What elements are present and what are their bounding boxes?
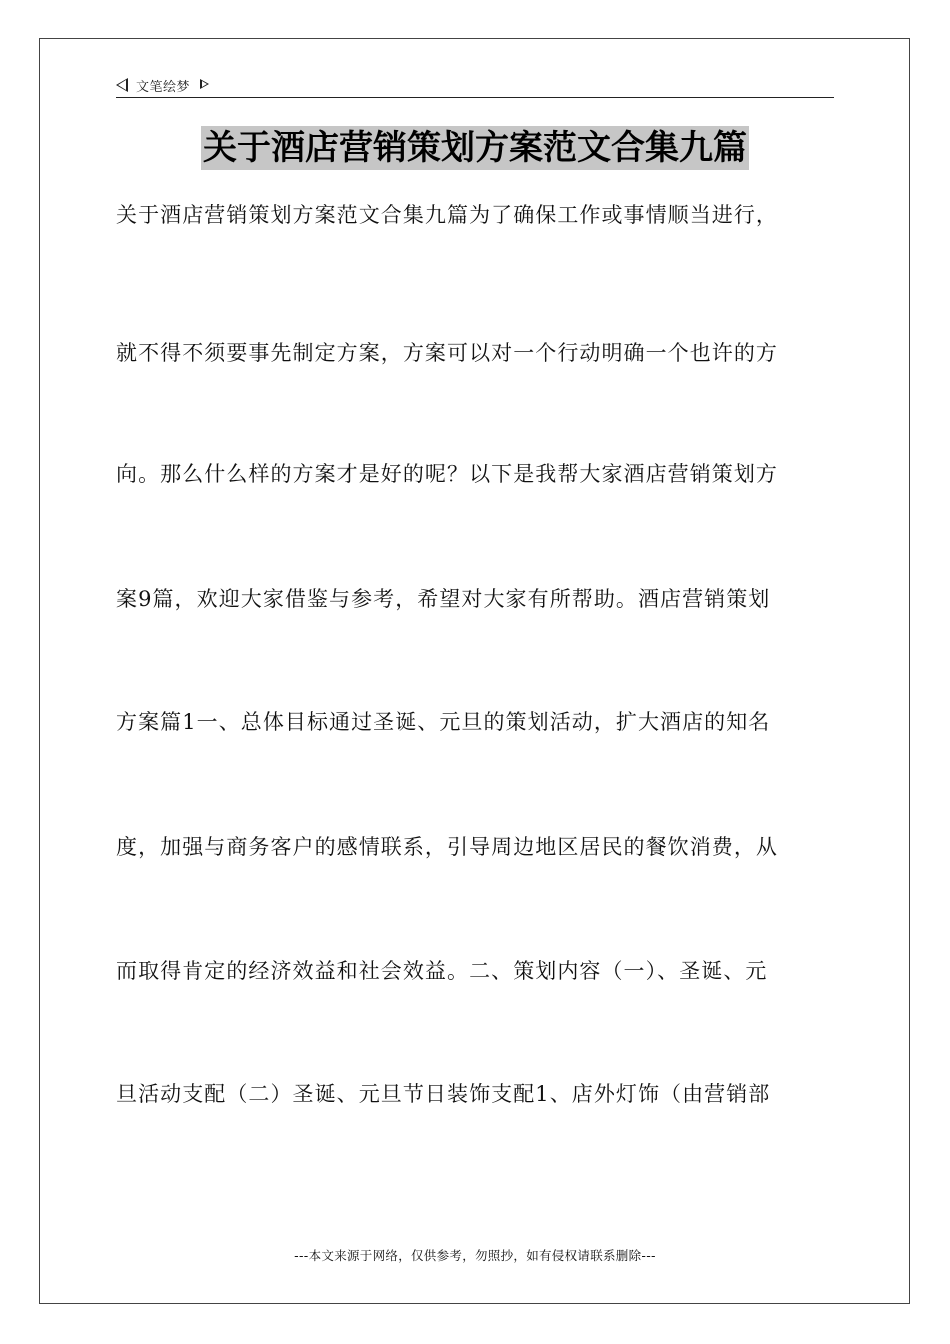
body-line: 而取得肯定的经济效益和社会效益。二、策划内容（一）、圣诞、元 xyxy=(116,959,768,983)
body-line: 向。那么什么样的方案才是好的呢？以下是我帮大家酒店营销策划方 xyxy=(116,462,778,486)
body-line: 关于酒店营销策划方案范文合集九篇为了确保工作或事情顺当进行， xyxy=(116,203,778,227)
triangle-right-icon xyxy=(200,79,209,89)
document-title: 关于酒店营销策划方案范文合集九篇 xyxy=(203,128,747,168)
body-line: 方案篇1一、总体目标通过圣诞、元旦的策划活动，扩大酒店的知名 xyxy=(116,710,771,734)
body-line: 旦活动支配（二）圣诞、元旦节日装饰支配1、店外灯饰（由营销部 xyxy=(116,1082,771,1106)
title-container xyxy=(0,126,950,170)
header-brand-group xyxy=(116,76,209,94)
triangle-left-icon xyxy=(116,78,128,92)
page-header xyxy=(116,76,834,98)
body-line: 度，加强与商务客户的感情联系，引导周边地区居民的餐饮消费，从 xyxy=(116,835,778,859)
brand-name: 文笔绘梦 xyxy=(136,79,191,95)
body-line: 就不得不须要事先制定方案，方案可以对一个行动明确一个也许的方 xyxy=(116,341,778,365)
footer-disclaimer: ---本文来源于网络，仅供参考，勿照抄，如有侵权请联系删除--- xyxy=(294,1248,656,1263)
body-line: 案9篇，欢迎大家借鉴与参考，希望对大家有所帮助。酒店营销策划 xyxy=(116,587,771,611)
